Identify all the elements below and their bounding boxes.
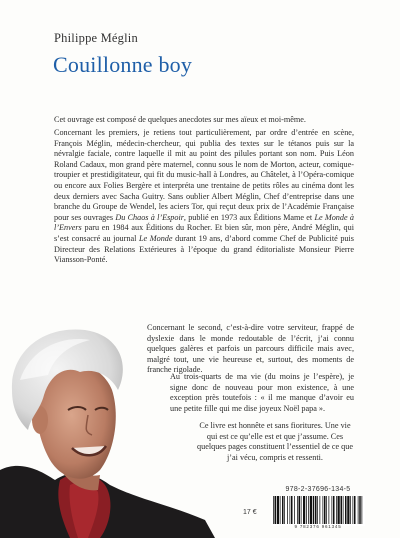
ancestors-text-1: Concernant les premiers, je retiens tout particulièrement, par ordre d’entrée en scène, François Méglin, médecin-chercheur, qui publia des textes sur le tétanos puis sur la névralgie faciale, contre laquelle il mit au point des pilules portant son nom. Puis Léon Roland Cadaux, mon grand père maternel, connu sous le nom de Morton, acteur, comique-troupier et prestidigitateur, qui fit du music-hall à Londres, au Châtelet, à l’Opéra-comique ou encore aux Folies Bergère et interpréta une trentaine de petits rôles au cinéma dont les deux derniers avec Sacha Guitry. Sans oublier Albert Méglin, Chef d’entreprise dans une branche du Groupe de Wendel, les aciers Tor, qui reçut deux prix de l’Académie Française pour ses ouvrages — [54, 128, 354, 222]
ancestors-text-2: , publié en 1973 aux Éditions Mame et — [183, 212, 315, 222]
barcode-bar — [313, 496, 315, 524]
barcode-bar — [336, 496, 337, 524]
book-title-chaos: Du Chaos à l’Espoir — [115, 212, 184, 222]
barcode-bar — [320, 496, 321, 524]
barcode-bar — [359, 496, 361, 524]
barcode-bar — [345, 496, 347, 524]
barcode-bar — [323, 496, 324, 524]
barcode-bar — [358, 496, 359, 524]
barcode-bar — [290, 496, 291, 524]
barcode-bar — [338, 496, 340, 524]
life-paragraph: Au trois-quarts de ma vie (du moins je l’espère), je signe donc de nouveau pour mon existence, à une exception près toutefois : « il me manque d’avoir eu une petite fille qui me dise joyeux Noël papa ». — [170, 372, 354, 413]
barcode-bar — [294, 496, 295, 524]
barcode-bar — [299, 496, 301, 524]
barcode-bar — [301, 496, 302, 524]
barcode-bar — [362, 496, 363, 524]
barcode-bar — [275, 496, 277, 524]
barcode-block — [271, 486, 365, 529]
intro-paragraph: Cet ouvrage est composé de quelques anecdotes sur mes aïeux et moi-même. — [54, 115, 306, 124]
barcode-bar — [329, 496, 330, 524]
barcode-bar — [354, 496, 356, 524]
barcode-bar — [315, 496, 317, 524]
journal-name: Le Monde — [138, 233, 173, 243]
barcode-bar — [310, 496, 312, 524]
ancestors-paragraph — [54, 128, 354, 266]
barcode-bar — [350, 496, 351, 524]
barcode-bar — [273, 496, 274, 524]
barcode-bar — [282, 496, 284, 524]
barcode-bar — [341, 496, 343, 524]
barcode-bar — [317, 496, 318, 524]
barcode-bar — [353, 496, 354, 524]
barcode-bar — [343, 496, 344, 524]
barcode-bar — [284, 496, 285, 524]
barcode-bar — [308, 496, 309, 524]
barcode-bar — [326, 496, 327, 524]
barcode-bar — [333, 496, 335, 524]
barcode-bar — [277, 496, 279, 524]
barcode-bar — [280, 496, 281, 524]
isbn-text: 978-2-37696-134-5 — [285, 486, 351, 493]
book-title: Couillonne boy — [53, 52, 193, 77]
barcode-bar — [332, 496, 333, 524]
ancestors-text-3: paru en 1984 aux Éditions du Rocher. Et bien sûr, mon père, André Méglin, qui s’est consacré au journal — [54, 223, 354, 243]
barcode-bar — [297, 496, 298, 524]
closing-paragraph: Ce livre est honnête et sans fioritures. Une vie qui est ce qu’elle est et que j’assume. Ces quelques pages constituent l’essentiel de ce que j’ai vécu, compris et ressenti. — [197, 421, 353, 462]
barcode-bar — [347, 496, 349, 524]
barcode-bar — [303, 496, 305, 524]
author-name: Philippe Méglin — [54, 31, 138, 45]
barcode-bar — [324, 496, 326, 524]
price-label: 17 € — [243, 509, 257, 516]
barcode-bar — [291, 496, 293, 524]
ancestors-text-4: durant 19 ans, d’abord comme Chef de Publicité puis Directeur des Relations Extérieures à l’époque du grand éditorialiste Monsieur Pierre Viansson-Ponté. — [54, 233, 354, 265]
barcode-digits: 9 782376 961345 — [294, 524, 342, 529]
barcode — [271, 496, 365, 526]
book-title-monde-envers: Le Monde à l’Envers — [54, 212, 354, 233]
barcode-bar — [287, 496, 288, 524]
barcode-bar — [306, 496, 307, 524]
self-paragraph: Concernant le second, c’est-à-dire votre serviteur, frappé de dyslexie dans le monde redoutable de l’écrit, j’ai connu quelques galères et parfois un parcours difficile mais avec, malgré tout, une vie heureuse et, surtout, des moments de franche rigolade. — [147, 323, 354, 375]
